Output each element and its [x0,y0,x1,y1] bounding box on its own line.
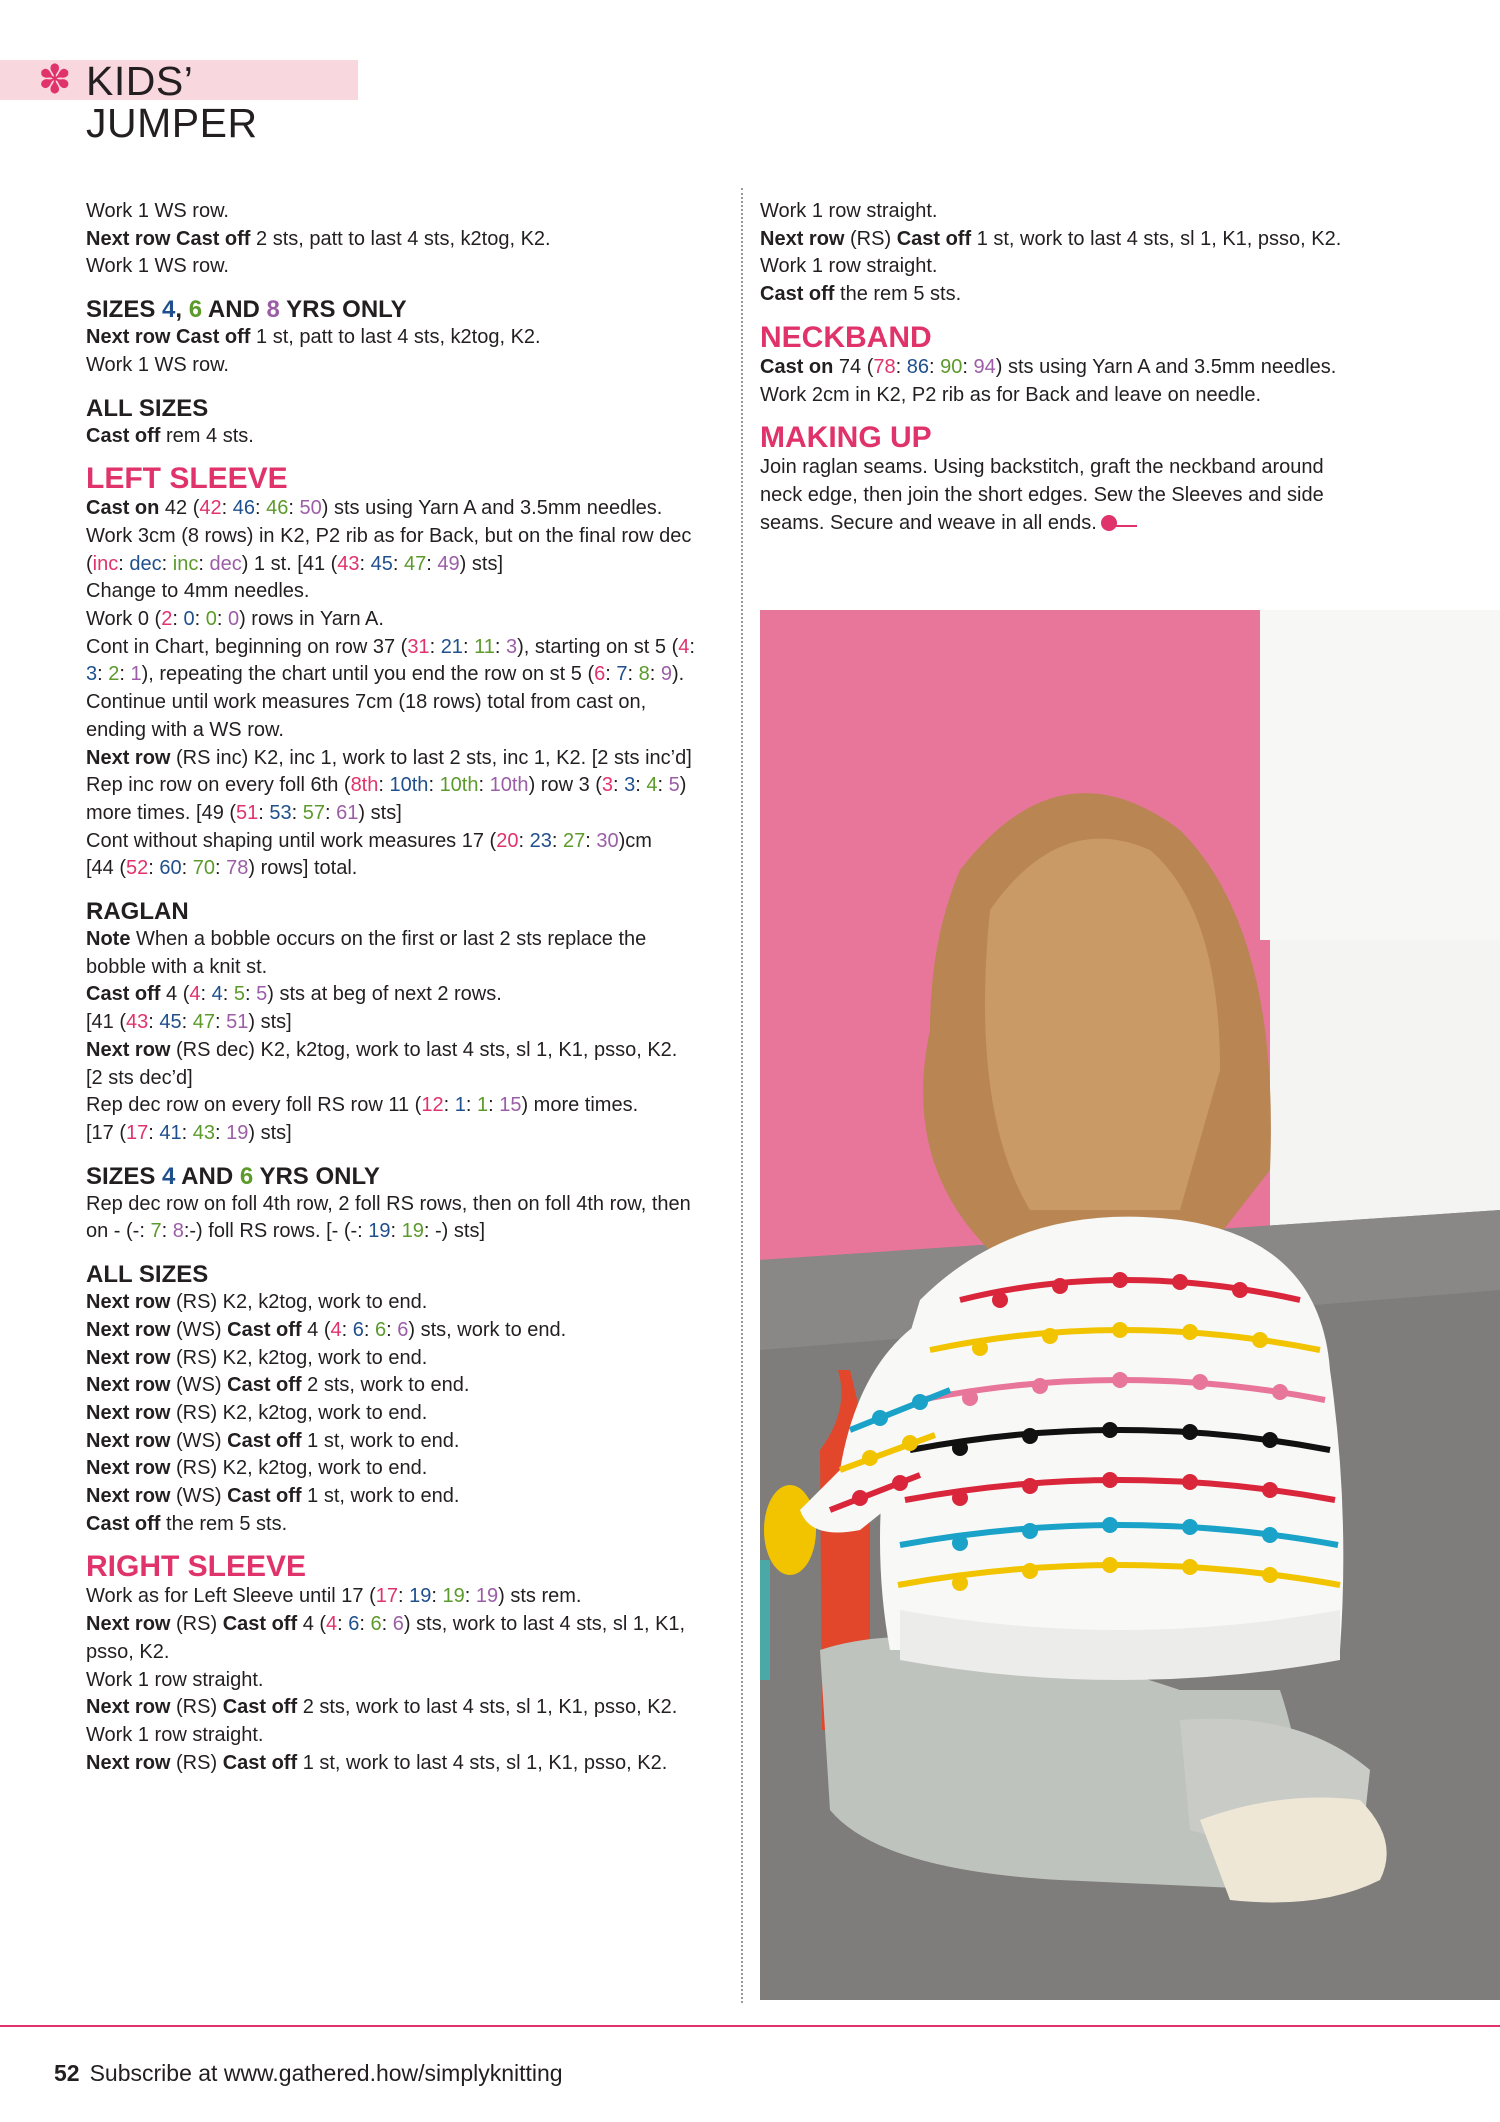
text-line: Cast off 4 (4: 4: 5: 5) sts at beg of next 2 rows. [86,983,502,1006]
text-line: Change to 4mm needles. [86,580,310,603]
text-line: Next row (RS) Cast off 1 st, work to last 4 sts, sl 1, K1, psso, K2. [86,1751,668,1774]
heading-all-sizes: ALL SIZES [86,1261,209,1289]
text-line: ending with a WS row. [86,718,284,741]
page-number: 52 [54,2060,80,2086]
shoe [1200,1798,1387,1903]
heading-raglan: RAGLAN [86,898,189,926]
text-line: Work 1 WS row. [86,255,229,278]
text-line: Note When a bobble occurs on the first or last 2 sts replace the [86,928,647,951]
text-line: [41 (43: 45: 47: 51) sts] [86,1011,292,1034]
text-line: Next row (RS) Cast off 2 sts, work to last 4 sts, sl 1, K1, psso, K2. [86,1696,678,1719]
flower-icon: ✽ [38,58,72,102]
text-line: Cont without shaping until work measures 17 (20: 23: 27: 30)cm [86,829,652,852]
text-line: Work 1 row straight. [760,200,938,222]
text-line: Work 1 row straight. [760,255,938,278]
column-divider [741,188,743,2003]
text-line: Work 1 row straight. [86,1668,264,1691]
heading-neckband: NECKBAND [760,320,932,354]
text-line: Cont in Chart, beginning on row 37 (31: 21: 11: 3), starting on st 5 (4: [86,635,695,658]
text-line: Cast off rem 4 sts. [86,424,254,447]
text-line: Work 2cm in K2, P2 rib as for Back and leave on needle. [760,383,1262,406]
yarn-ball-icon [1101,515,1117,531]
text-line: Work 3cm (8 rows) in K2, P2 rib as for Back, but on the final row dec [86,524,692,547]
text-line: Work 0 (2: 0: 0: 0) rows in Yarn A. [86,608,384,631]
wall-panel [1260,610,1500,940]
text-line: Rep inc row on every foll 6th (8th: 10th: 10th: 10th) row 3 (3: 3: 4: 5) [86,774,687,797]
text-line: Rep dec row on every foll RS row 11 (12: 1: 1: 15) more times. [86,1094,639,1117]
text-line: psso, K2. [86,1640,170,1663]
right-column [760,198,1400,537]
toy-yellow [764,1485,816,1575]
text-line: Next row Cast off 2 sts, patt to last 4 sts, k2tog, K2. [86,227,551,250]
text-line: Next row (WS) Cast off 1 st, work to end. [86,1485,460,1508]
photo-illustration [760,610,1500,2000]
heading-left-sleeve: LEFT SLEEVE [86,462,288,496]
text-line: Cast on 42 (42: 46: 46: 50) sts using Yarn A and 3.5mm needles. [86,497,663,520]
heading-sizes-4-6-8: SIZES 4, 6 AND 8 YRS ONLY [86,296,407,324]
text-line: 3: 2: 1), repeating the chart until you end the row on st 5 (6: 7: 8: 9). [86,663,685,686]
text-line: Next row (RS) K2, k2tog, work to end. [86,1346,428,1369]
section-title: KIDS’ JUMPER [86,58,258,146]
text-line: Work 1 WS row. [86,353,229,376]
text-line: Work as for Left Sleeve until 17 (17: 19: 19: 19) sts rem. [86,1585,582,1608]
text-line: Next row (WS) Cast off 4 (4: 6: 6: 6) sts, work to end. [86,1318,567,1341]
text-line: Next row (WS) Cast off 2 sts, work to end. [86,1374,470,1397]
text-line: Work 1 WS row. [86,200,229,222]
text-line: Rep dec row on foll 4th row, 2 foll RS rows, then on foll 4th row, then [86,1192,691,1215]
text-line: [2 sts dec’d] [86,1066,193,1089]
text-line: (inc: dec: inc: dec) 1 st. [41 (43: 45: 47: 49) sts] [86,552,504,575]
text-line: Cast off the rem 5 sts. [760,283,962,306]
heading-all-sizes: ALL SIZES [86,394,209,422]
text-line: Next row (RS) K2, k2tog, work to end. [86,1457,428,1480]
text-line: Next row (RS) K2, k2tog, work to end. [86,1401,428,1424]
yarn-tail-icon [1115,525,1137,527]
photo-child-in-jumper [760,610,1500,2000]
text-line: bobble with a knit st. [86,955,268,978]
text-line: Continue until work measures 7cm (18 rows) total from cast on, [86,691,647,714]
text-line: Work 1 row straight. [86,1723,264,1746]
text-line: Next row (RS dec) K2, k2tog, work to last 4 sts, sl 1, K1, psso, K2. [86,1038,678,1061]
text-line: seams. Secure and weave in all ends. [760,510,1400,538]
text-line: Next row (RS) Cast off 1 st, work to last 4 sts, sl 1, K1, psso, K2. [760,227,1342,250]
text-line: Next row (RS) K2, k2tog, work to end. [86,1291,428,1314]
footer [54,2058,563,2088]
text-line: Next row Cast off 1 st, patt to last 4 sts, k2tog, K2. [86,326,541,349]
left-column [86,198,726,1777]
text-line: Cast off the rem 5 sts. [86,1512,288,1535]
text-line: Join raglan seams. Using backstitch, graft the neckband around [760,456,1324,479]
text-line: [17 (17: 41: 43: 19) sts] [86,1121,292,1144]
text-line: Next row (RS) Cast off 4 (4: 6: 6: 6) sts, work to last 4 sts, sl 1, K1, [86,1613,686,1636]
text-line: Next row (RS inc) K2, inc 1, work to last 2 sts, inc 1, K2. [2 sts inc’d] [86,746,692,769]
text-line: neck edge, then join the short edges. Sew the Sleeves and side [760,483,1324,506]
section-header [0,58,358,146]
text-line: on - (-: 7: 8:-) foll RS rows. [- (-: 19: 19: -) sts] [86,1220,486,1243]
footer-rule [0,2025,1500,2027]
heading-right-sleeve: RIGHT SLEEVE [86,1550,307,1584]
heading-making-up: MAKING UP [760,421,932,455]
heading-sizes-4-6: SIZES 4 AND 6 YRS ONLY [86,1162,380,1190]
toy-teal [760,1560,770,1680]
text-line: [44 (52: 60: 70: 78) rows] total. [86,857,358,880]
subscribe-link[interactable]: Subscribe at www.gathered.how/simplyknitting [89,2060,563,2086]
text-line: Cast on 74 (78: 86: 90: 94) sts using Yarn A and 3.5mm needles. [760,355,1337,378]
text-line: more times. [49 (51: 53: 57: 61) sts] [86,801,402,824]
text-line: Next row (WS) Cast off 1 st, work to end. [86,1429,460,1452]
